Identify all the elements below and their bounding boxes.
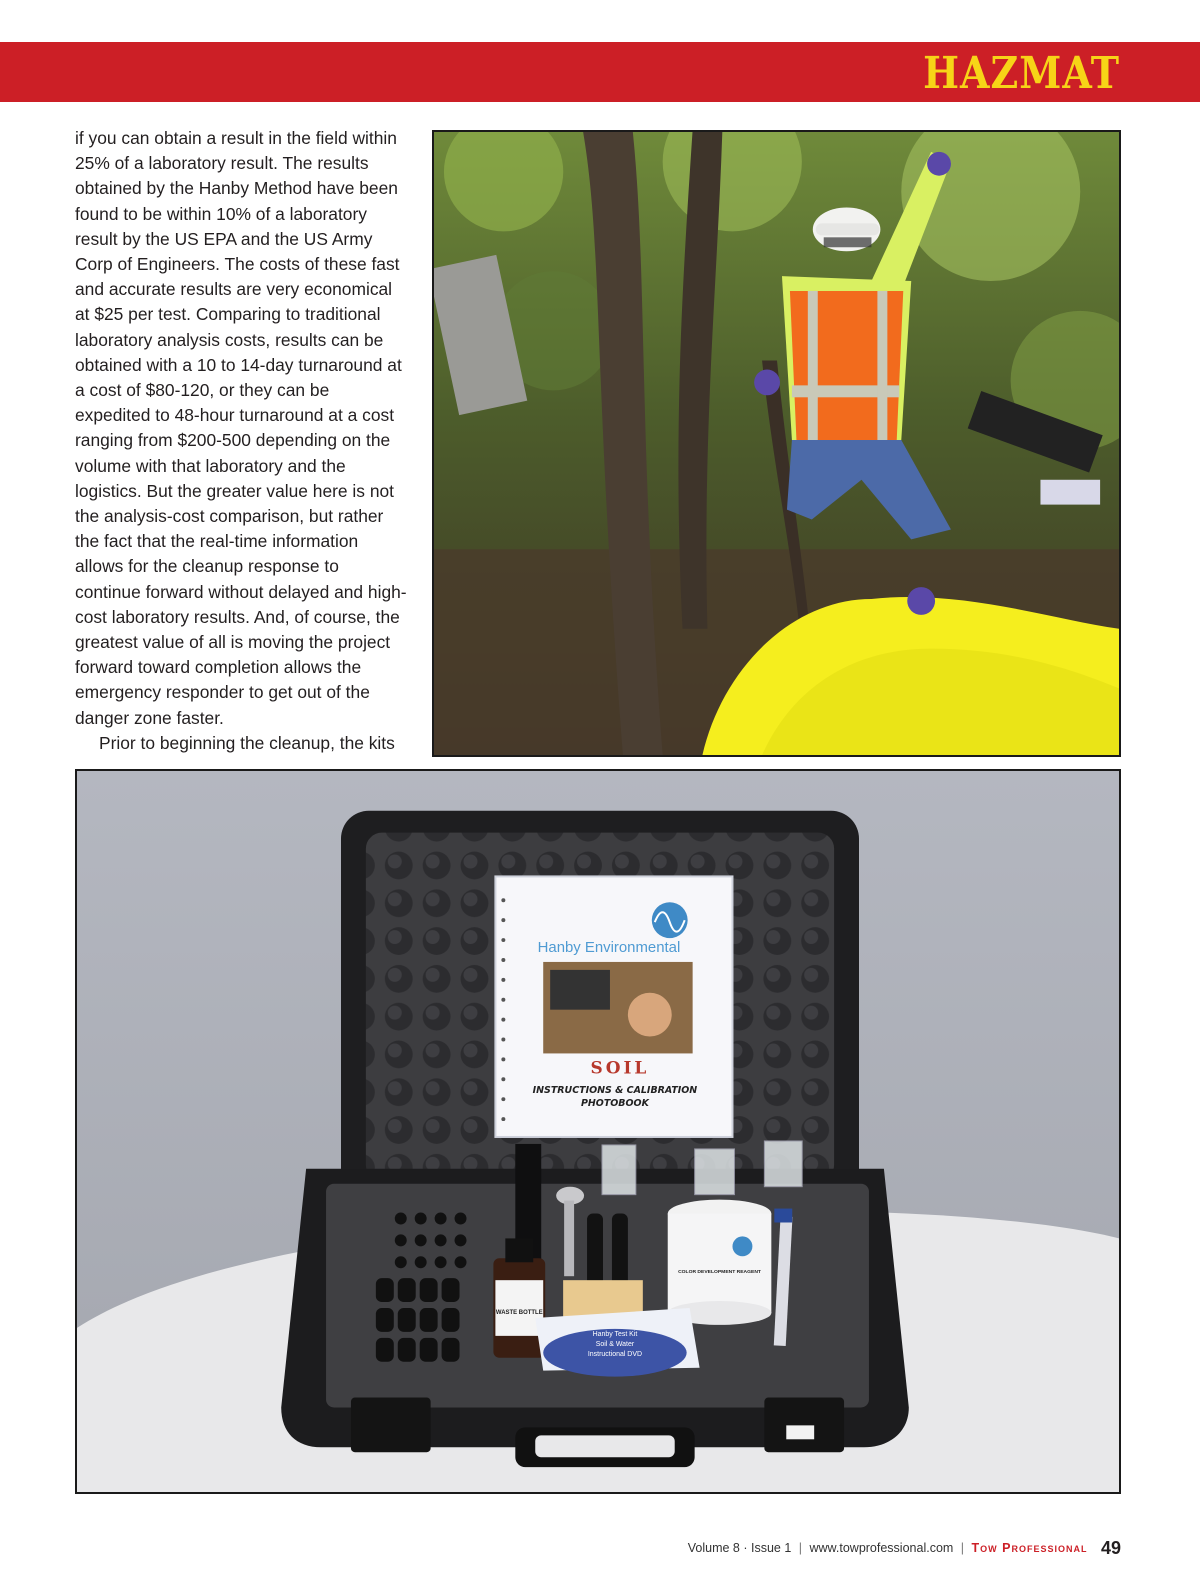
article-column [75,126,407,756]
field-responder-image [434,132,1119,755]
publication-name: Tow Professional [971,1541,1088,1555]
kit-book-brand: Hanby Environmental [537,939,681,956]
page-number: 49 [1100,1538,1121,1558]
footer-separator: | [960,1541,965,1555]
waste-bottle-label: WASTE BOTTLE [495,1309,543,1316]
test-kit-photo [75,769,1121,1494]
footer-separator: | [798,1541,803,1555]
article-paragraph: if you can obtain a result in the field within 25% of a laboratory result. The results obtained by the Hanby Method have been found to be within 10% of a laboratory result by the US EPA and the US Army Corp of Engineers. The costs of these fast and accurate results are very economical at $25 per test. Comparing to traditional laboratory analysis costs, results can be obtained with a 10 to 14-day turnaround at a cost of $80-120, or they can be expedited to 48-hour turnaround at a cost ranging from $200-500 depending on the volume with that laboratory and the logistics. But the greater value here is not the analysis-cost comparison, but rather the fact that the real-time information allows for the cleanup response to continue forward without delayed and high-cost laboratory results. And, of course, the greatest value of all is moving the project forward toward completion allows the emergency responder to get out of the danger zone faster. [75,128,407,728]
section-banner [0,42,1200,102]
dvd-label-2: Soil & Water [595,1340,635,1348]
field-responder-photo [432,130,1121,757]
page-footer [500,1538,1121,1566]
article-paragraph: Prior to beginning the cleanup, the kits [99,732,395,753]
issue-info: Volume 8 · Issue 1 [687,1541,792,1555]
dvd-label-1: Hanby Test Kit [592,1330,638,1338]
kit-book-title-1: INSTRUCTIONS & CALIBRATION [532,1085,698,1097]
test-kit-image [77,771,1119,1492]
section-label: HAZMAT [923,46,1120,99]
kit-book-title-2: PHOTOBOOK [580,1098,649,1110]
website-link[interactable]: www.towprofessional.com [809,1541,954,1555]
reagent-label: COLOR DEVELOPMENT REAGENT [678,1270,761,1276]
kit-book-subject: SOIL [590,1057,650,1078]
dvd-label-3: Instructional DVD [587,1350,643,1358]
